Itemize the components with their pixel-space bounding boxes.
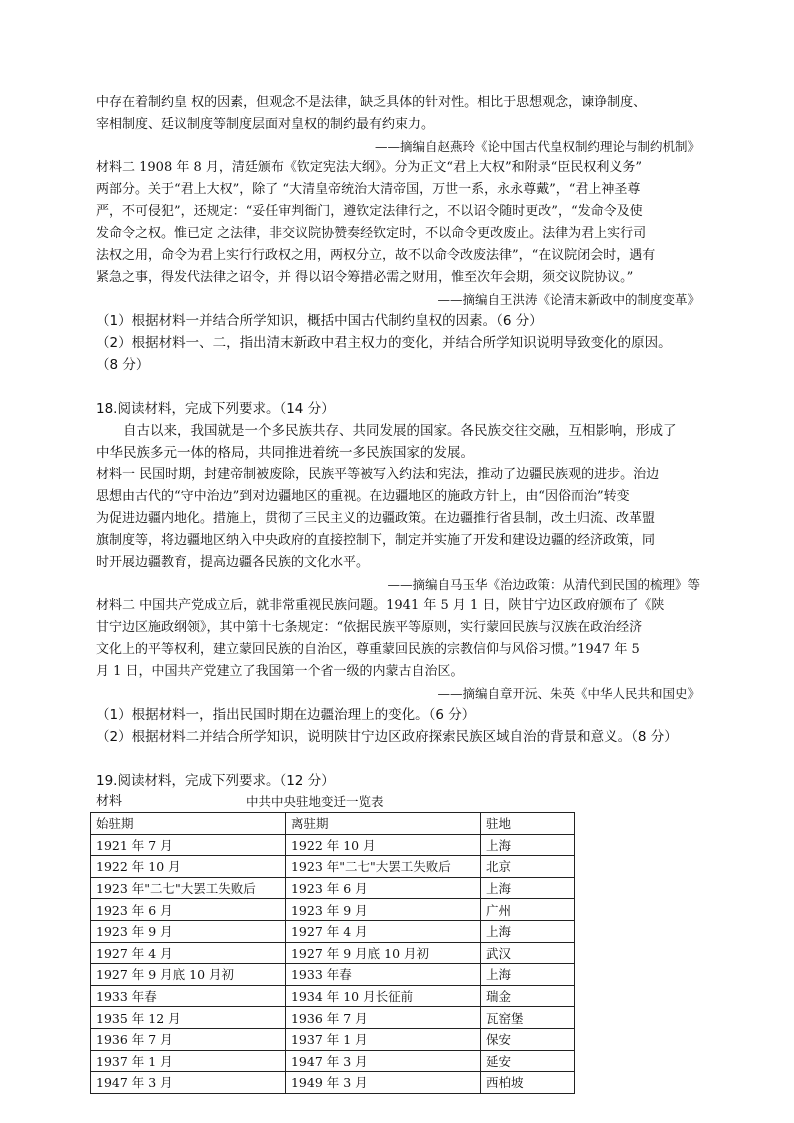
text-line: 月 1 日，中国共产党建立了我国第一个省一级的内蒙古自治区。 bbox=[96, 664, 464, 679]
text-line: 宰相制度、廷议制度等制度层面对皇权的制约最有约束力。 bbox=[96, 117, 435, 132]
start-date-cell: 1923 年"二七"大罢工失败后 bbox=[91, 877, 286, 899]
q18-sub2: （2）根据材料二并结合所学知识，说明陕甘宁边区政府探索民族区域自治的背景和意义。（8 分） bbox=[96, 729, 678, 745]
table-row bbox=[91, 1028, 575, 1050]
material-label: 材料 bbox=[96, 794, 123, 809]
end-date-cell: 1923 年"二七"大罢工失败后 bbox=[285, 856, 480, 878]
hq-location-table bbox=[90, 812, 575, 1094]
text-line: 法权之用，命令为君上实行行政权之用，两权分立，故不以命令改废法律”，“在议院闭会时，遇有 bbox=[96, 248, 656, 263]
table-row bbox=[91, 1050, 575, 1072]
end-date-cell: 1937 年 1 月 bbox=[285, 1028, 480, 1050]
q18-material-1 bbox=[96, 464, 700, 574]
table-row bbox=[91, 899, 575, 921]
start-date-cell: 1935 年 12 月 bbox=[91, 1007, 286, 1029]
q19-heading: 19.阅读材料，完成下列要求。（12 分） bbox=[96, 773, 335, 789]
location-cell: 瑞金 bbox=[480, 985, 574, 1007]
table-header-line bbox=[96, 792, 700, 812]
table-row bbox=[91, 1007, 575, 1029]
end-date-cell: 1936 年 7 月 bbox=[285, 1007, 480, 1029]
location-cell: 上海 bbox=[480, 834, 574, 856]
start-date-cell: 1923 年 6 月 bbox=[91, 899, 286, 921]
table-caption: 中共中央驻地变迁一览表 bbox=[246, 794, 384, 809]
end-date-cell: 1949 年 3 月 bbox=[285, 1072, 480, 1094]
location-cell: 上海 bbox=[480, 920, 574, 942]
text-line: 严，不可侵犯”，还规定：“妥任审判衙门，遵钦定法律行之，不以诏令随时更改”，“发命令及使 bbox=[96, 204, 643, 219]
text-line: 材料二 中国共产党成立后，就非常重视民族问题。1941 年 5 月 1 日，陕甘宁边区政府颁布了《陕 bbox=[96, 598, 665, 613]
text-line: 旗制度等，将边疆地区纳入中央政府的直接控制下，制定并实施了开发和建设边疆的经济政策，同 bbox=[96, 533, 656, 548]
q18-intro: 自古以来，我国就是一个多民族共存、共同发展的国家。各民族交往交融，互相影响，形成了 bbox=[123, 423, 677, 439]
text-line: 甘宁边区施政纲领》，其中第十七条规定：“依据民族平等原则，实行蒙回民族与汉族在政治经济 bbox=[96, 620, 643, 635]
text-line: 材料二 1908 年 8 月，清廷颁布《钦定宪法大纲》。分为正文“君上大权”和附录“臣民权利义务” bbox=[96, 160, 642, 175]
q18-sub1: （1）根据材料一，指出民国时期在边疆治理上的变化。（6 分） bbox=[96, 707, 476, 723]
table-row bbox=[91, 1072, 575, 1094]
q17-sub2: （2）根据材料一、二，指出清末新政中君主权力的变化，并结合所学知识说明导致变化的原因。 bbox=[96, 335, 672, 351]
exam-page bbox=[96, 92, 700, 1094]
start-date-cell: 1927 年 9 月底 10 月初 bbox=[91, 964, 286, 986]
location-cell: 上海 bbox=[480, 964, 574, 986]
end-date-cell: 1923 年 9 月 bbox=[285, 899, 480, 921]
location-cell: 延安 bbox=[480, 1050, 574, 1072]
q17-sub2-score: （8 分） bbox=[96, 357, 150, 373]
end-date-cell: 1934 年 10 月长征前 bbox=[285, 985, 480, 1007]
column-header: 始驻期 bbox=[91, 813, 286, 835]
column-header: 离驻期 bbox=[285, 813, 480, 835]
end-date-cell: 1922 年 10 月 bbox=[285, 834, 480, 856]
q18-intro-cont: 中华民族多元一体的格局，共同推进着统一多民族国家的发展。 bbox=[96, 445, 474, 461]
end-date-cell: 1923 年 6 月 bbox=[285, 877, 480, 899]
table-row bbox=[91, 856, 575, 878]
table-row bbox=[91, 985, 575, 1007]
text-line: 思想由古代的“守中治边”到对边疆地区的重视。在边疆地区的施政方针上，由“因俗而治”转变 bbox=[96, 489, 630, 504]
text-line: 文化上的平等权利，建立蒙回民族的自治区，尊重蒙回民族的宗教信仰与风俗习惯。”1947 年 5 bbox=[96, 642, 640, 657]
start-date-cell: 1921 年 7 月 bbox=[91, 834, 286, 856]
location-cell: 保安 bbox=[480, 1028, 574, 1050]
text-line: 时开展边疆教育，提高边疆各民族的文化水平。 bbox=[96, 555, 370, 570]
text-line: 为促进边疆内地化。措施上，贯彻了三民主义的边疆政策。在边疆推行省县制，改土归流、改革盟 bbox=[96, 511, 656, 526]
end-date-cell: 1927 年 4 月 bbox=[285, 920, 480, 942]
q18-heading: 18.阅读材料，完成下列要求。（14 分） bbox=[96, 401, 335, 417]
table-row bbox=[91, 920, 575, 942]
end-date-cell: 1947 年 3 月 bbox=[285, 1050, 480, 1072]
table-row bbox=[91, 942, 575, 964]
source-citation: ——摘编自章开沅、朱英《中华人民共和国史》 bbox=[437, 686, 700, 701]
source-citation: ——摘编自马玉华《治边政策：从清代到民国的梳理》等 bbox=[387, 577, 700, 592]
text-line: 两部分。关于“君上大权”，除了 “大清皇帝统治大清帝国，万世一系，永永尊戴”，“君上神圣尊 bbox=[96, 182, 641, 197]
q17-sub1: （1）根据材料一并结合所学知识，概括中国古代制约皇权的因素。（6 分） bbox=[96, 313, 543, 329]
location-cell: 北京 bbox=[480, 856, 574, 878]
q18-material-2 bbox=[96, 595, 700, 683]
location-cell: 瓦窑堡 bbox=[480, 1007, 574, 1029]
table-row bbox=[91, 964, 575, 986]
text-line: 紧急之事，得发代法律之诏令，并 得以诏令筹措必需之财用，惟至次年会期，须交议院协议。” bbox=[96, 270, 634, 285]
start-date-cell: 1922 年 10 月 bbox=[91, 856, 286, 878]
material-2 bbox=[96, 157, 700, 289]
text-line: 中存在着制约皇 权的因素，但观念不是法律，缺乏具体的针对性。相比于思想观念，谏诤制度、 bbox=[96, 95, 647, 110]
end-date-cell: 1927 年 9 月底 10 月初 bbox=[285, 942, 480, 964]
start-date-cell: 1927 年 4 月 bbox=[91, 942, 286, 964]
text-line: 材料一 民国时期，封建帝制被废除，民族平等被写入约法和宪法，推动了边疆民族观的进步。治边 bbox=[96, 467, 660, 482]
source-citation: ——摘编自赵燕玲《论中国古代皇权制约理论与制约机制》 bbox=[374, 139, 700, 154]
table-row bbox=[91, 834, 575, 856]
location-cell: 西柏坡 bbox=[480, 1072, 574, 1094]
location-cell: 上海 bbox=[480, 877, 574, 899]
source-citation: ——摘编自王洪涛《论清末新政中的制度变革》 bbox=[437, 292, 700, 307]
table-row bbox=[91, 877, 575, 899]
table-header-row bbox=[91, 813, 575, 835]
column-header: 驻地 bbox=[480, 813, 574, 835]
location-cell: 广州 bbox=[480, 899, 574, 921]
text-line: 发命令之权。惟已定 之法律，非交议院协赞奏经钦定时，不以命令更改废止。法律为君上实行司 bbox=[96, 226, 647, 241]
start-date-cell: 1937 年 1 月 bbox=[91, 1050, 286, 1072]
material-1-tail bbox=[96, 92, 700, 136]
start-date-cell: 1936 年 7 月 bbox=[91, 1028, 286, 1050]
start-date-cell: 1933 年春 bbox=[91, 985, 286, 1007]
end-date-cell: 1933 年春 bbox=[285, 964, 480, 986]
location-cell: 武汉 bbox=[480, 942, 574, 964]
start-date-cell: 1947 年 3 月 bbox=[91, 1072, 286, 1094]
start-date-cell: 1923 年 9 月 bbox=[91, 920, 286, 942]
